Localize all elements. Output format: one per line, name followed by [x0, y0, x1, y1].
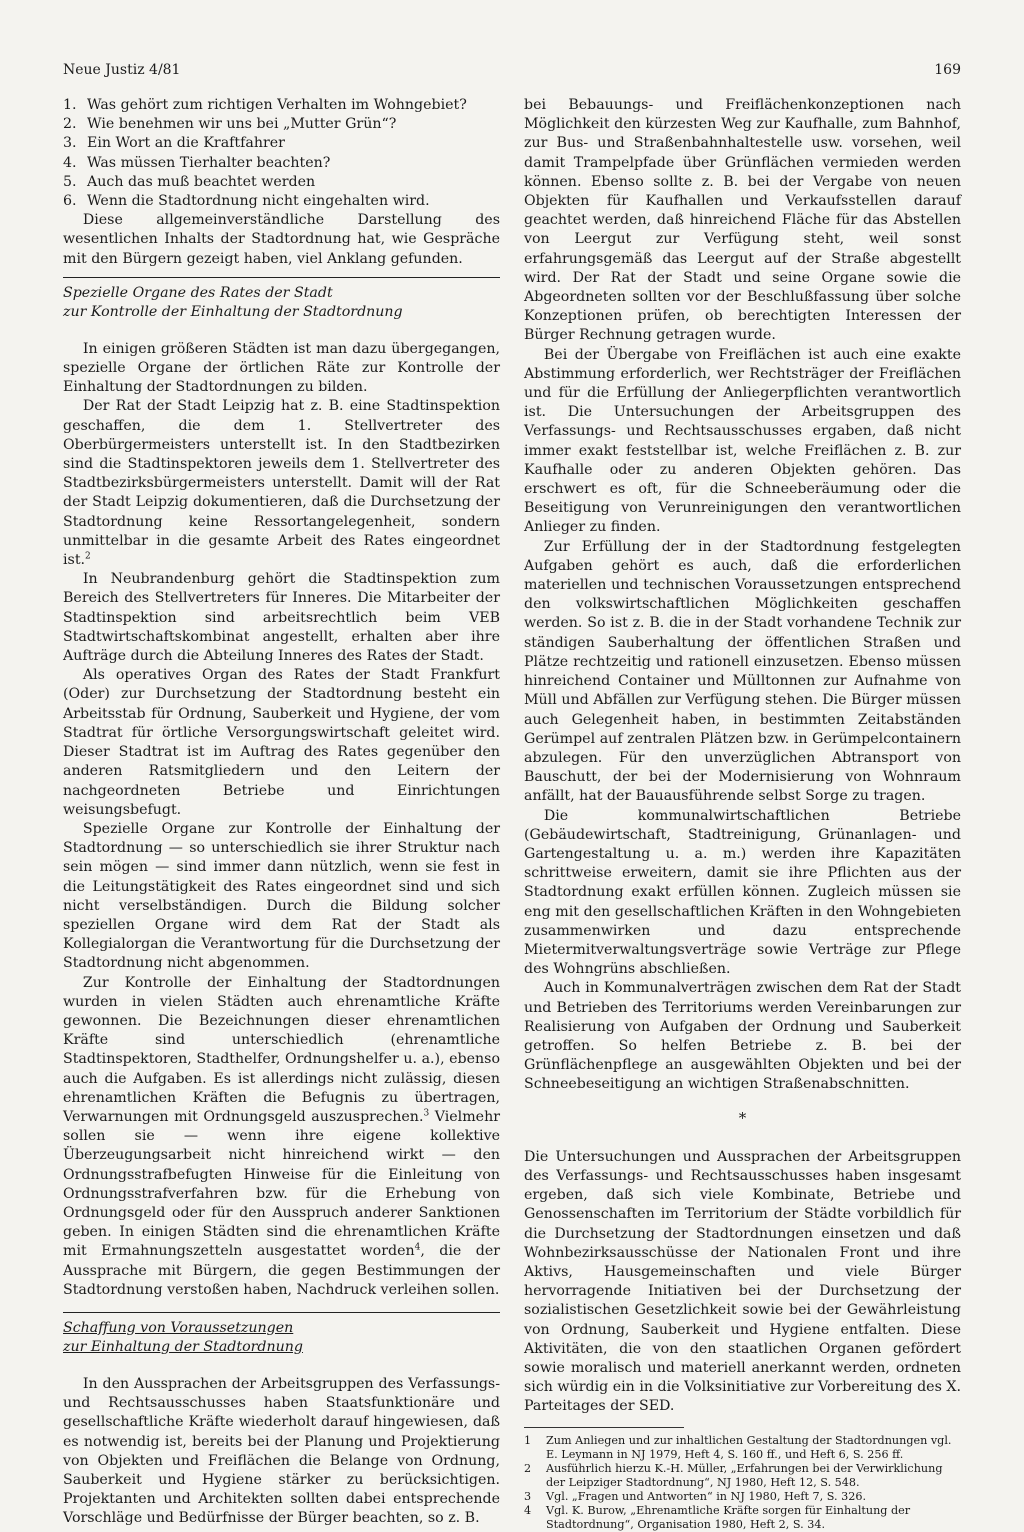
footnote-ref[interactable]: 4	[414, 1242, 421, 1253]
paragraph: Als operatives Organ des Rates der Stadt Frankfurt (Oder) zur Durchsetzung der Stadtordnung besteht ein Arbeitsstab für Ordnung, Sauberkeit und Hygiene, der vom Stadtrat für örtliche Versorgungswirtschaft geleitet wird. Dieser Stadtrat ist im Auftrag des Rates gegenüber den anderen Ratsmitgliedern und den Leitern der nachgeordneten Betriebe und Einrichtungen weisungsbefugt.	[63, 667, 500, 818]
paragraph: Bei der Übergabe von Freiflächen ist auch eine exakte Abstimmung erforderlich, wer Rechtsträger der Freiflächen und für die Erfüllung der Anliegerpflichten verantwortlich ist. Die Untersuchungen der Arbeitsgruppen des Verfassungs- und Rechtsausschusses ergaben, daß nicht immer exakt feststellbar ist, welche Freiflächen z. B. zur Kaufhalle oder zu anderen Objekten gehören. Das erschwert es oft, für die Schneeberäumung oder die Beseitigung von Verunreinigungen den verantwortlichen Anlieger zu finden.	[524, 346, 961, 536]
page-number: 169	[934, 62, 961, 78]
paragraph: bei Bebauungs- und Freiflächenkonzeptionen nach Möglichkeit den kürzesten Weg zur Kaufhalle, zum Bahnhof, zur Bus- und Straßenbahnhaltestelle usw. vorsehen, weil damit Trampelpfade über Grünflächen vermieden werden können. Ebenso sollte z. B. bei der Vergabe von neuen Objekten für Kaufhallen und Verkaufsstellen darauf geachtet werden, daß hinreichend Fläche für das Abstellen von Leergut zur Verfügung steht, weil sonst erfahrungsgemäß das Leergut auf der Straße abgestellt wird. Der Rat der Stadt und seine Organe sowie die Abgeordneten sollten vor der Beschlußfassung über solche Konzeptionen prüfen, ob berechtigten Interessen der Bürger Rechnung getragen wurde.	[524, 97, 961, 344]
paragraph: In Neubrandenburg gehört die Stadtinspektion zum Bereich des Stellvertreters für Inneres. Die Mitarbeiter der Stadtinspektion sind arbeitsrechtlich beim VEB Stadtwirtschaftskombinat angestellt, erhalten aber ihre Aufträge durch die Abteilung Inneres des Rates der Stadt.	[63, 571, 500, 665]
paragraph: Der Rat der Stadt Leipzig hat z. B. eine Stadtinspektion geschaffen, die dem 1. Stellvertreter des Oberbürgermeisters unterstellt ist. In den Stadtbezirken sind die Stadtinspektoren jeweils dem 1. Stellvertreter des Stadtbezirksbürgermeisters unterstellt. Damit will der Rat der Stadt Leipzig dokumentieren, daß die Durchsetzung der Stadtordnung keine Ressortangelegenheit, sondern unmittelbar in die gesamte Arbeit des Rates eingeordnet ist.$^2$	[63, 398, 500, 569]
paragraph: Die kommunalwirtschaftlichen Betriebe (Gebäudewirtschaft, Stadtreinigung, Grünanlagen- und Gartengestaltung u. a. m.) werden ihre Kapazitäten schrittweise erweitern, damit sie ihre Pflichten aus der Stadtordnung exakt erfüllen können. Zugleich müssen sie eng mit den gesellschaftlichen Kräften in den Wohngebieten zusammenwirken und dazu entsprechende Mietermitverwaltungsverträge sowie Verträge zur Pflege des Wohngrüns abschließen.	[524, 807, 961, 978]
section-divider	[63, 277, 500, 278]
right-column	[524, 96, 961, 1532]
footnote: 3 Vgl. „Fragen und Antworten“ in NJ 1980, Heft 7, S. 326.	[524, 1489, 867, 1503]
footnote: 4 Vgl. K. Burow, „Ehrenamtliche Kräfte sorgen für Einhaltung der Stadtordnung“, Organisation 1980, Heft 2, S. 34.	[524, 1503, 911, 1531]
list-item: 2. Wie benehmen wir uns bei „Mutter Grün“?	[63, 116, 397, 133]
running-header	[63, 62, 961, 86]
paragraph: Zur Kontrolle der Einhaltung der Stadtordnungen wurden in vielen Städten auch ehrenamtliche Kräfte gewonnen. Die Bezeichnungen dieser ehrenamtlichen Kräfte sind unterschiedlich (ehrenamtliche Stadtinspektoren, Stadthelfer, Ordnungshelfer u. a.), ebenso auch die Aufgaben. Es ist allerdings nicht zulässig, diesen ehrenamtlichen Kräften die Befugnis zu übertragen, Verwarnungen mit Ordnungsgeld auszusprechen.$^3$ Vielmehr sollen sie — wenn ihre eigene kollektive Überzeugungsarbeit nicht hinreichend wirkt — den Ordnungsstrafbefugten Hinweise für die Einleitung von Ordnungsstrafverfahren bzw. für die Erhebung von Ordnungsgeld oder für den Ausspruch anderer Sanktionen geben. In einigen Städten sind die ehrenamtlichen Kräfte mit Ermahnungszetteln ausgestattet worden$^4$, die der Aussprache mit Bürgern, die gegen Bestimmungen der Stadtordnung verstoßen haben, Nachdruck verleihen sollen.	[63, 974, 500, 1298]
list-item: 5. Auch das muß beachtet werden	[63, 173, 316, 190]
paragraph: Die Untersuchungen und Aussprachen der Arbeitsgruppen des Verfassungs- und Rechtsausschusses haben insgesamt ergeben, daß sich viele Kombinate, Betriebe und Genossenschaften im Territorium der Städte vorbildlich für die Durchsetzung der Stadtordnungen einsetzen und daß Wohnbezirksausschüsse der Nationalen Front und ihre Aktivs, Hausgemeinschaften und viele Bürger hervorragende Initiativen bei der Durchsetzung der sozialistischen Gesetzlichkeit sowie bei der Gewährleistung von Ordnung, Sauberkeit und Hygiene entfalten. Diese Aktivitäten, die von den staatlichen Organen gefördert sowie moralisch und materiell anerkannt werden, ordneten sich würdig ein in die Volksinitiative zur Vorbereitung des X. Parteitages der SED.	[524, 1148, 961, 1415]
section-heading: Spezielle Organe des Rates der Stadt zur Kontrolle der Einhaltung der Stadtordnung	[63, 284, 403, 320]
footnote: 2 Ausführlich hierzu K.-H. Müller, „Erfahrungen bei der Verwirklichung der Leipziger Stadtordnung“, NJ 1980, Heft 12, S. 548.	[524, 1461, 943, 1489]
footnote-ref[interactable]: 3	[423, 1108, 430, 1119]
list-item: 1. Was gehört zum richtigen Verhalten im Wohngebiet?	[63, 97, 467, 113]
paragraph: Diese allgemeinverständliche Darstellung des wesentlichen Inhalts der Stadtordnung hat, wie Gespräche mit den Bürgern gezeigt haben, viel Anklang gefunden.	[63, 212, 500, 267]
journal-issue: Neue Justiz 4/81	[63, 62, 181, 78]
list-item: 3. Ein Wort an die Kraftfahrer	[63, 135, 285, 152]
footnote-divider	[524, 1427, 684, 1428]
paragraph: In den Aussprachen der Arbeitsgruppen des Verfassungs- und Rechtsausschusses haben Staatsfunktionäre und gesellschaftliche Kräfte wiederholt darauf hingewiesen, daß es notwendig ist, bereits bei der Planung und Projektierung von Objekten und Freiflächen die Belange von Ordnung, Sauberkeit und Hygiene stärker zu berücksichtigen. Projektanten und Architekten sollten dabei entsprechende Vorschläge und Bedürfnisse der Bürger beachten, so z. B.	[63, 1375, 500, 1527]
section-heading: Schaffung von Voraussetzungen zur Einhaltung der Stadtordnung	[63, 1319, 303, 1355]
footnotes	[524, 1434, 961, 1532]
paragraph: Zur Erfüllung der in der Stadtordnung festgelegten Aufgaben gehört es auch, daß die erforderlichen materiellen und technischen Voraussetzungen entsprechend den volkswirtschaftlichen Möglichkeiten geschaffen werden. So ist z. B. die in der Stadt vorhandene Technik zur ständigen Sauberhaltung der öffentlichen Straßen und Plätze rechtzeitig und rationell einzusetzen. Ebenso müssen hinreichend Container und Mülltonnen zur Aufnahme von Müll und Abfällen zur Verfügung stehen. Die Bürger müssen auch Gelegenheit haben, in bestimmten Zeitabständen Gerümpel auf zentralen Plätzen bzw. in Gerümpelcontainern abzulegen. Für den unverzüglichen Abtransport von Bauschutt, der bei der Modernisierung von Wohnraum anfällt, hat der Bauausführende selbst Sorge zu tragen.	[524, 538, 961, 805]
list-item: 4. Was müssen Tierhalter beachten?	[63, 154, 331, 171]
question-list	[63, 96, 500, 211]
paragraph: Auch in Kommunalverträgen zwischen dem Rat der Stadt und Betrieben des Territoriums werden Vereinbarungen zur Realisierung von Aufgaben der Ordnung und Sauberkeit getroffen. So helfen Betriebe z. B. bei der Grünflächenpflege an ausgewählten Objekten und bei der Schneebeseitigung an wichtigen Straßenabschnitten.	[524, 980, 961, 1093]
list-item: 6. Wenn die Stadtordnung nicht eingehalten wird.	[63, 193, 430, 210]
left-column	[63, 96, 500, 1529]
footnote: 1 Zum Anliegen und zur inhaltlichen Gestaltung der Stadtordnungen vgl. E. Leymann in NJ 1979, Heft 4, S. 160 ff., und Heft 6, S. 256 ff.	[524, 1433, 952, 1461]
footnote-ref[interactable]: 2	[85, 551, 91, 562]
section-divider	[63, 1312, 500, 1313]
paragraph: Spezielle Organe zur Kontrolle der Einhaltung der Stadtordnung — so unterschiedlich sie ihrer Struktur nach sein mögen — sind immer dann nützlich, wenn sie fest in die Leitungstätigkeit des Rates eingeordnet sind und sich nicht verselbständigen. Durch die Bildung solcher speziellen Organe wird dem Rat der Stadt als Kollegialorgan die Verantwortung für die Durchsetzung der Stadtordnung nicht abgenommen.	[63, 820, 500, 972]
paragraph: In einigen größeren Städten ist man dazu übergegangen, spezielle Organe der örtlichen Räte zur Kontrolle der Einhaltung der Stadtordnungen zu bilden.	[63, 340, 500, 396]
section-separator: *	[738, 1108, 747, 1127]
